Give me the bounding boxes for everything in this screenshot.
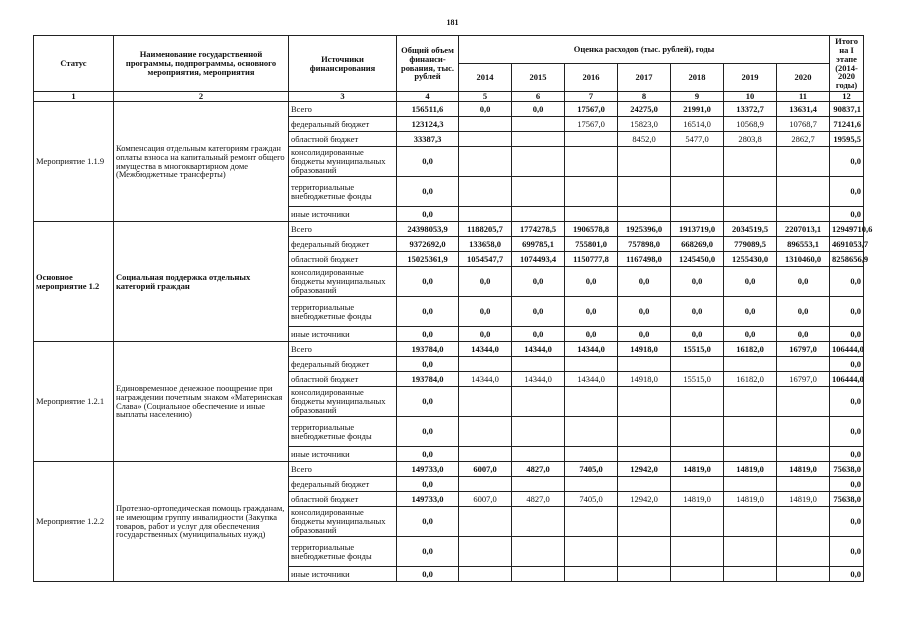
total-cell: 33387,3 <box>397 132 459 147</box>
year-value-cell: 0,0 <box>459 267 512 297</box>
total-cell: 0,0 <box>397 537 459 567</box>
year-value-cell: 17567,0 <box>565 102 618 117</box>
year-value-cell <box>724 477 777 492</box>
year-value-cell: 8452,0 <box>618 132 671 147</box>
year-value-cell <box>777 537 830 567</box>
year-value-cell: 6007,0 <box>459 492 512 507</box>
year-value-cell <box>777 147 830 177</box>
year-value-cell: 0,0 <box>724 327 777 342</box>
year-value-cell <box>565 537 618 567</box>
total-cell: 15025361,9 <box>397 252 459 267</box>
year-value-cell: 16514,0 <box>671 117 724 132</box>
year-value-cell <box>565 132 618 147</box>
stage-total-cell: 0,0 <box>830 357 864 372</box>
year-value-cell: 0,0 <box>512 297 565 327</box>
year-value-cell: 0,0 <box>777 327 830 342</box>
year-value-cell: 1913719,0 <box>671 222 724 237</box>
year-value-cell: 21991,0 <box>671 102 724 117</box>
year-value-cell: 14344,0 <box>459 372 512 387</box>
year-value-cell: 2034519,5 <box>724 222 777 237</box>
year-value-cell: 699785,1 <box>512 237 565 252</box>
year-value-cell <box>565 147 618 177</box>
table-row <box>34 222 864 237</box>
year-value-cell <box>459 507 512 537</box>
year-value-cell <box>459 537 512 567</box>
year-value-cell: 0,0 <box>565 297 618 327</box>
year-value-cell: 24275,0 <box>618 102 671 117</box>
year-value-cell: 1925396,0 <box>618 222 671 237</box>
year-value-cell <box>777 447 830 462</box>
year-value-cell: 779089,5 <box>724 237 777 252</box>
year-value-cell <box>671 477 724 492</box>
stage-total-cell: 90837,1 <box>830 102 864 117</box>
total-cell: 0,0 <box>397 357 459 372</box>
stage-total-cell: 0,0 <box>830 537 864 567</box>
year-value-cell: 755801,0 <box>565 237 618 252</box>
header-total: Общий объем финанси-рования, тыс. рублей <box>397 36 459 92</box>
total-cell: 0,0 <box>397 447 459 462</box>
year-value-cell <box>459 477 512 492</box>
year-value-cell <box>724 507 777 537</box>
year-value-cell <box>459 132 512 147</box>
year-value-cell <box>724 177 777 207</box>
year-value-cell <box>724 567 777 582</box>
year-value-cell: 1054547,7 <box>459 252 512 267</box>
source-cell: консолидированные бюджеты муниципальных образований <box>289 267 397 297</box>
year-value-cell: 668269,0 <box>671 237 724 252</box>
year-value-cell: 0,0 <box>724 297 777 327</box>
total-cell: 0,0 <box>397 297 459 327</box>
year-value-cell: 0,0 <box>671 327 724 342</box>
source-cell: федеральный бюджет <box>289 117 397 132</box>
stage-total-cell: 0,0 <box>830 507 864 537</box>
stage-total-cell: 0,0 <box>830 447 864 462</box>
year-value-cell: 1074493,4 <box>512 252 565 267</box>
year-value-cell <box>671 207 724 222</box>
stage-total-cell: 106444,0 <box>830 372 864 387</box>
column-number: 8 <box>618 92 671 102</box>
year-value-cell <box>459 417 512 447</box>
year-value-cell: 0,0 <box>459 297 512 327</box>
year-value-cell: 14918,0 <box>618 372 671 387</box>
table-row <box>34 462 864 477</box>
year-value-cell <box>459 207 512 222</box>
year-value-cell: 2207013,1 <box>777 222 830 237</box>
year-value-cell: 1906578,8 <box>565 222 618 237</box>
year-value-cell: 15515,0 <box>671 342 724 357</box>
column-number: 7 <box>565 92 618 102</box>
year-value-cell: 6007,0 <box>459 462 512 477</box>
name-cell: Единовременное денежное поощрение при награждении почетным знаком «Материнская Слава» (Социальное обеспечение и иные выплаты населению) <box>114 342 289 462</box>
year-value-cell <box>777 477 830 492</box>
column-number: 5 <box>459 92 512 102</box>
year-value-cell: 7405,0 <box>565 462 618 477</box>
year-value-cell: 7405,0 <box>565 492 618 507</box>
year-value-cell: 0,0 <box>618 297 671 327</box>
year-value-cell: 1774278,5 <box>512 222 565 237</box>
stage-total-cell: 12949710,6 <box>830 222 864 237</box>
total-cell: 9372692,0 <box>397 237 459 252</box>
total-cell: 0,0 <box>397 267 459 297</box>
year-value-cell: 16797,0 <box>777 342 830 357</box>
table-row <box>34 342 864 357</box>
year-value-cell: 0,0 <box>512 327 565 342</box>
year-value-cell: 0,0 <box>777 297 830 327</box>
total-cell: 0,0 <box>397 417 459 447</box>
stage-total-cell: 0,0 <box>830 267 864 297</box>
year-value-cell: 133658,0 <box>459 237 512 252</box>
total-cell: 0,0 <box>397 327 459 342</box>
header-status: Статус <box>34 36 114 92</box>
year-value-cell <box>618 387 671 417</box>
year-value-cell <box>671 147 724 177</box>
source-cell: Всего <box>289 342 397 357</box>
year-value-cell <box>459 387 512 417</box>
year-value-cell <box>671 447 724 462</box>
header-year: 2015 <box>512 64 565 92</box>
year-value-cell <box>777 387 830 417</box>
year-value-cell <box>565 387 618 417</box>
name-cell: Компенсация отдельным категориям граждан оплаты взноса на капитальный ремонт общего имущества в многоквартирном доме (Межбюджетные трансферты) <box>114 102 289 222</box>
stage-total-cell: 0,0 <box>830 177 864 207</box>
total-cell: 0,0 <box>397 147 459 177</box>
year-value-cell: 0,0 <box>618 327 671 342</box>
year-value-cell <box>724 147 777 177</box>
year-value-cell: 757898,0 <box>618 237 671 252</box>
header-source: Источники финансирования <box>289 36 397 92</box>
year-value-cell <box>618 567 671 582</box>
year-value-cell <box>512 477 565 492</box>
year-value-cell <box>565 357 618 372</box>
year-value-cell: 1310460,0 <box>777 252 830 267</box>
year-value-cell: 13631,4 <box>777 102 830 117</box>
stage-total-cell: 0,0 <box>830 147 864 177</box>
header-year: 2020 <box>777 64 830 92</box>
year-value-cell <box>459 177 512 207</box>
status-cell: Мероприятие 1.2.2 <box>34 462 114 582</box>
year-value-cell <box>724 447 777 462</box>
total-cell: 0,0 <box>397 207 459 222</box>
total-cell: 0,0 <box>397 507 459 537</box>
year-value-cell <box>565 567 618 582</box>
stage-total-cell: 71241,6 <box>830 117 864 132</box>
year-value-cell: 0,0 <box>671 267 724 297</box>
total-cell: 156511,6 <box>397 102 459 117</box>
year-value-cell <box>512 177 565 207</box>
source-cell: консолидированные бюджеты муниципальных образований <box>289 147 397 177</box>
stage-total-cell: 0,0 <box>830 327 864 342</box>
stage-total-cell: 19595,5 <box>830 132 864 147</box>
year-value-cell: 0,0 <box>671 297 724 327</box>
header-year: 2018 <box>671 64 724 92</box>
column-number: 3 <box>289 92 397 102</box>
year-value-cell: 0,0 <box>777 267 830 297</box>
year-value-cell <box>724 537 777 567</box>
source-cell: федеральный бюджет <box>289 357 397 372</box>
total-cell: 24398053,9 <box>397 222 459 237</box>
year-value-cell <box>512 357 565 372</box>
year-value-cell <box>565 477 618 492</box>
year-value-cell: 12942,0 <box>618 492 671 507</box>
year-value-cell: 14819,0 <box>777 462 830 477</box>
year-value-cell <box>512 207 565 222</box>
source-cell: иные источники <box>289 447 397 462</box>
column-number: 12 <box>830 92 864 102</box>
year-value-cell <box>459 117 512 132</box>
source-cell: федеральный бюджет <box>289 477 397 492</box>
year-value-cell <box>618 177 671 207</box>
year-value-cell <box>565 177 618 207</box>
year-value-cell <box>512 117 565 132</box>
year-value-cell <box>565 207 618 222</box>
year-value-cell: 14344,0 <box>512 342 565 357</box>
year-value-cell <box>724 207 777 222</box>
column-number: 6 <box>512 92 565 102</box>
total-cell: 193784,0 <box>397 372 459 387</box>
year-value-cell <box>459 447 512 462</box>
year-value-cell: 0,0 <box>565 327 618 342</box>
year-value-cell <box>565 447 618 462</box>
year-value-cell: 0,0 <box>512 102 565 117</box>
year-value-cell <box>777 177 830 207</box>
source-cell: Всего <box>289 102 397 117</box>
year-value-cell: 16797,0 <box>777 372 830 387</box>
year-value-cell <box>459 567 512 582</box>
year-value-cell: 1167498,0 <box>618 252 671 267</box>
header-name: Наименование государственной программы, подпрограммы, основного мероприятия, мероприятия <box>114 36 289 92</box>
year-value-cell: 0,0 <box>724 267 777 297</box>
source-cell: иные источники <box>289 327 397 342</box>
column-number: 9 <box>671 92 724 102</box>
source-cell: консолидированные бюджеты муниципальных образований <box>289 507 397 537</box>
year-value-cell <box>671 357 724 372</box>
year-value-cell: 1188205,7 <box>459 222 512 237</box>
year-value-cell <box>618 537 671 567</box>
year-value-cell <box>777 567 830 582</box>
year-value-cell: 14918,0 <box>618 342 671 357</box>
source-cell: консолидированные бюджеты муниципальных образований <box>289 387 397 417</box>
source-cell: иные источники <box>289 567 397 582</box>
year-value-cell <box>618 447 671 462</box>
table-row <box>34 102 864 117</box>
source-cell: федеральный бюджет <box>289 237 397 252</box>
year-value-cell <box>671 387 724 417</box>
stage-total-cell: 106444,0 <box>830 342 864 357</box>
source-cell: иные источники <box>289 207 397 222</box>
year-value-cell: 14344,0 <box>459 342 512 357</box>
year-value-cell: 0,0 <box>512 267 565 297</box>
year-value-cell: 14819,0 <box>777 492 830 507</box>
total-cell: 0,0 <box>397 387 459 417</box>
year-value-cell: 0,0 <box>459 102 512 117</box>
status-cell: Мероприятие 1.2.1 <box>34 342 114 462</box>
name-cell: Протезно-ортопедическая помощь гражданам, не имеющим группу инвалидности (Закупка товаров, работ и услуг для обеспечения государственных (муниципальных нужд) <box>114 462 289 582</box>
year-value-cell: 4827,0 <box>512 492 565 507</box>
status-cell: Мероприятие 1.1.9 <box>34 102 114 222</box>
year-value-cell <box>565 417 618 447</box>
year-value-cell: 2803,8 <box>724 132 777 147</box>
name-cell: Социальная поддержка отдельных категорий граждан <box>114 222 289 342</box>
stage-total-cell: 4691053,7 <box>830 237 864 252</box>
year-value-cell <box>618 357 671 372</box>
source-cell: областной бюджет <box>289 132 397 147</box>
budget-table <box>33 35 873 582</box>
year-value-cell <box>724 417 777 447</box>
year-value-cell <box>724 357 777 372</box>
total-cell: 0,0 <box>397 477 459 492</box>
year-value-cell <box>777 207 830 222</box>
year-value-cell: 16182,0 <box>724 342 777 357</box>
year-value-cell: 14344,0 <box>512 372 565 387</box>
source-cell: Всего <box>289 462 397 477</box>
year-value-cell: 14344,0 <box>565 342 618 357</box>
stage-total-cell: 0,0 <box>830 567 864 582</box>
year-value-cell: 1255430,0 <box>724 252 777 267</box>
year-value-cell <box>618 207 671 222</box>
stage-total-cell: 75638,0 <box>830 492 864 507</box>
year-value-cell: 14819,0 <box>671 462 724 477</box>
column-number: 11 <box>777 92 830 102</box>
year-value-cell: 896553,1 <box>777 237 830 252</box>
header-year: 2017 <box>618 64 671 92</box>
header-year: 2014 <box>459 64 512 92</box>
source-cell: территориальные внебюджетные фонды <box>289 417 397 447</box>
source-cell: Всего <box>289 222 397 237</box>
stage-total-cell: 0,0 <box>830 207 864 222</box>
year-value-cell <box>671 567 724 582</box>
year-value-cell: 14819,0 <box>724 492 777 507</box>
year-value-cell: 15515,0 <box>671 372 724 387</box>
year-value-cell <box>618 147 671 177</box>
year-value-cell <box>618 417 671 447</box>
year-value-cell <box>671 537 724 567</box>
stage-total-cell: 0,0 <box>830 387 864 417</box>
header-year: 2019 <box>724 64 777 92</box>
year-value-cell <box>512 567 565 582</box>
column-number: 2 <box>114 92 289 102</box>
year-value-cell <box>777 417 830 447</box>
year-value-cell: 0,0 <box>618 267 671 297</box>
source-cell: территориальные внебюджетные фонды <box>289 177 397 207</box>
column-number: 10 <box>724 92 777 102</box>
year-value-cell <box>512 132 565 147</box>
year-value-cell: 0,0 <box>565 267 618 297</box>
year-value-cell: 1245450,0 <box>671 252 724 267</box>
year-value-cell: 2862,7 <box>777 132 830 147</box>
year-value-cell: 16182,0 <box>724 372 777 387</box>
year-value-cell: 4827,0 <box>512 462 565 477</box>
year-value-cell: 14819,0 <box>671 492 724 507</box>
source-cell: областной бюджет <box>289 372 397 387</box>
year-value-cell: 10768,7 <box>777 117 830 132</box>
year-value-cell <box>777 507 830 537</box>
header-estimate: Оценка расходов (тыс. рублей), годы <box>459 36 830 64</box>
year-value-cell: 15823,0 <box>618 117 671 132</box>
year-value-cell <box>512 387 565 417</box>
year-value-cell <box>512 537 565 567</box>
year-value-cell <box>724 387 777 417</box>
year-value-cell: 10568,9 <box>724 117 777 132</box>
year-value-cell <box>618 507 671 537</box>
source-cell: областной бюджет <box>289 492 397 507</box>
source-cell: областной бюджет <box>289 252 397 267</box>
year-value-cell <box>459 357 512 372</box>
total-cell: 123124,3 <box>397 117 459 132</box>
stage-total-cell: 75638,0 <box>830 462 864 477</box>
header-year: 2016 <box>565 64 618 92</box>
year-value-cell <box>512 147 565 177</box>
year-value-cell <box>459 147 512 177</box>
stage-total-cell: 8258656,9 <box>830 252 864 267</box>
total-cell: 149733,0 <box>397 462 459 477</box>
total-cell: 0,0 <box>397 567 459 582</box>
year-value-cell: 0,0 <box>459 327 512 342</box>
year-value-cell: 13372,7 <box>724 102 777 117</box>
page-number: 181 <box>446 18 459 27</box>
total-cell: 0,0 <box>397 177 459 207</box>
year-value-cell: 5477,0 <box>671 132 724 147</box>
year-value-cell <box>565 507 618 537</box>
stage-total-cell: 0,0 <box>830 477 864 492</box>
source-cell: территориальные внебюджетные фонды <box>289 537 397 567</box>
year-value-cell: 14819,0 <box>724 462 777 477</box>
total-cell: 149733,0 <box>397 492 459 507</box>
stage-total-cell: 0,0 <box>830 417 864 447</box>
source-cell: территориальные внебюджетные фонды <box>289 297 397 327</box>
year-value-cell <box>777 357 830 372</box>
year-value-cell: 12942,0 <box>618 462 671 477</box>
year-value-cell <box>671 417 724 447</box>
total-cell: 193784,0 <box>397 342 459 357</box>
status-cell: Основное мероприятие 1.2 <box>34 222 114 342</box>
year-value-cell: 1150777,8 <box>565 252 618 267</box>
year-value-cell: 14344,0 <box>565 372 618 387</box>
column-number: 1 <box>34 92 114 102</box>
year-value-cell <box>512 507 565 537</box>
year-value-cell <box>671 177 724 207</box>
year-value-cell <box>512 447 565 462</box>
header-stage-total: Итого на I этапе (2014-2020 годы) <box>830 36 864 92</box>
year-value-cell <box>512 417 565 447</box>
year-value-cell <box>618 477 671 492</box>
column-number: 4 <box>397 92 459 102</box>
year-value-cell <box>671 507 724 537</box>
year-value-cell: 17567,0 <box>565 117 618 132</box>
stage-total-cell: 0,0 <box>830 297 864 327</box>
